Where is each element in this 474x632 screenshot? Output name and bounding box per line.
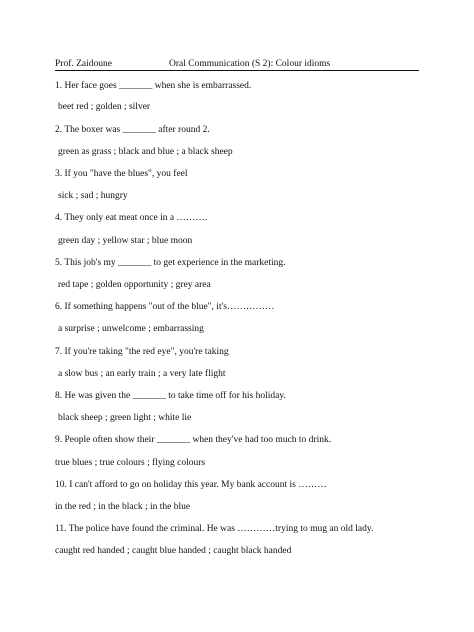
options-2: green as grass ; black and blue ; a black sheep xyxy=(58,147,233,157)
question-10: 10. I can't afford to go on holiday this year. My bank account is ……… xyxy=(55,480,327,490)
header-underline xyxy=(55,70,419,71)
options-4: green day ; yellow star ; blue moon xyxy=(58,236,193,246)
question-7: 7. If you're taking "the red eye", you're taking xyxy=(55,347,229,357)
options-6: a surprise ; unwelcome ; embarrassing xyxy=(58,324,204,334)
author-name: Prof. Zaidoune xyxy=(55,59,112,69)
question-4: 4. They only eat meat once in a ………. xyxy=(55,213,208,223)
options-3: sick ; sad ; hungry xyxy=(58,191,128,201)
options-8: black sheep ; green light ; white lie xyxy=(58,413,192,423)
options-10: in the red ; in the black ; in the blue xyxy=(55,502,191,512)
question-3: 3. If you "have the blues", you feel xyxy=(55,169,188,179)
question-9: 9. People often show their _______ when they've had too much to drink. xyxy=(55,435,332,445)
question-1: 1. Her face goes _______ when she is embarrassed. xyxy=(55,81,252,91)
course-title: Oral Communication (S 2): Colour idioms xyxy=(169,59,331,69)
options-9: true blues ; true colours ; flying colours xyxy=(55,458,206,468)
question-8: 8. He was given the _______ to take time off for his holiday. xyxy=(55,391,286,401)
question-6: 6. If something happens "out of the blue", it's…………… xyxy=(55,302,275,312)
question-2: 2. The boxer was _______ after round 2. xyxy=(55,125,210,135)
options-1: beet red ; golden ; silver xyxy=(58,102,151,112)
question-11: 11. The police have found the criminal. He was …………trying to mug an old lady. xyxy=(55,524,374,534)
options-11: caught red handed ; caught blue handed ; caught black handed xyxy=(55,546,292,556)
options-7: a slow bus ; an early train ; a very late flight xyxy=(58,369,226,379)
question-5: 5. This job's my _______ to get experience in the marketing. xyxy=(55,258,286,268)
worksheet-header xyxy=(55,58,419,70)
options-5: red tape ; golden opportunity ; grey area xyxy=(58,280,211,290)
